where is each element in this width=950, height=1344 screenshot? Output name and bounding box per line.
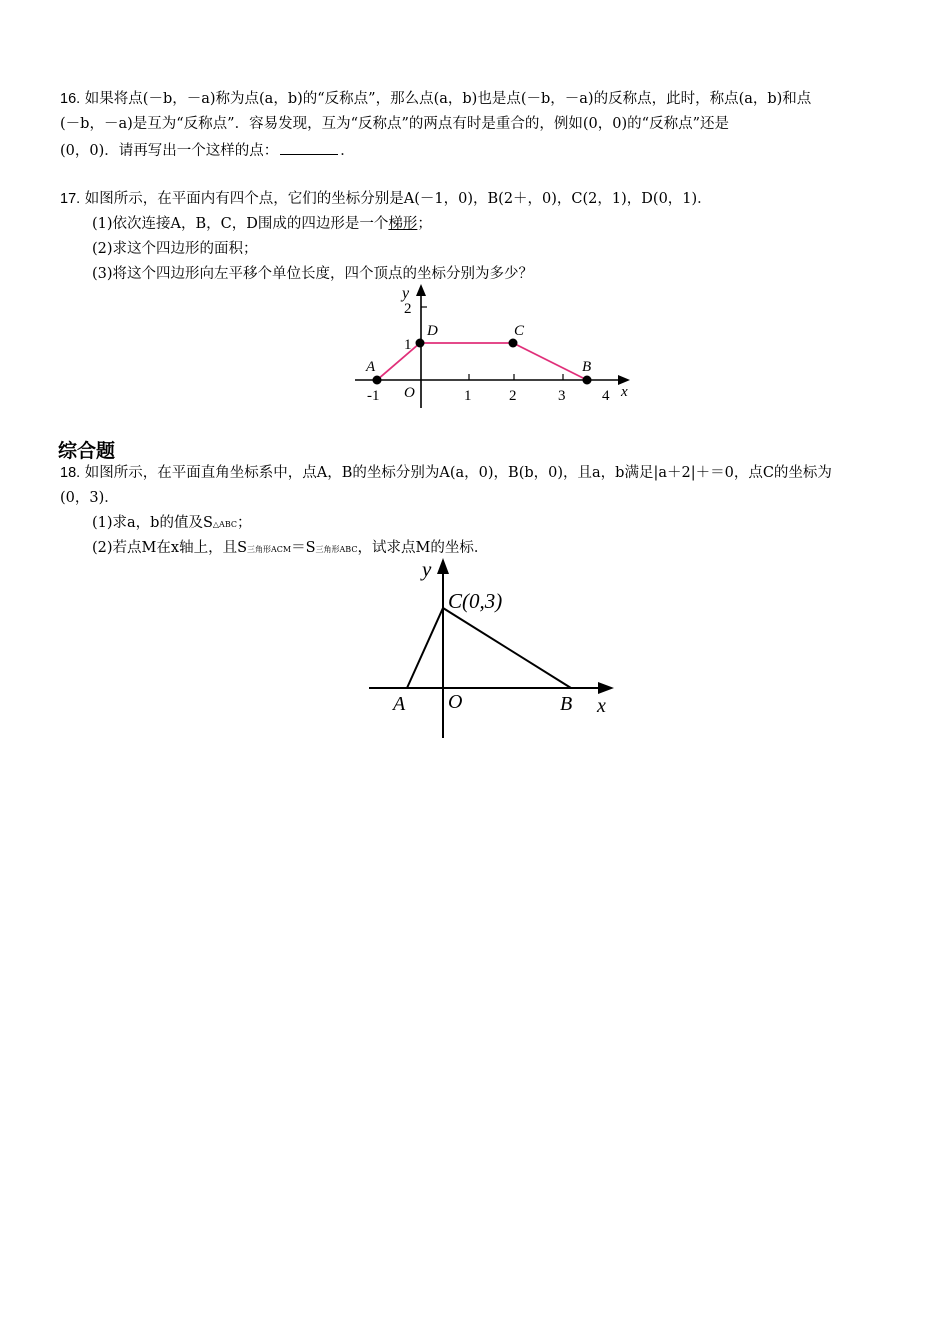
q16-line-1 [60, 89, 811, 109]
q17-label-c: C [514, 323, 525, 339]
q17-point-b [583, 376, 592, 385]
q17-x-tick-label-3: 3 [558, 388, 566, 404]
q17-point-a [373, 376, 382, 385]
q17-x-label: x [621, 384, 628, 400]
q17-label-b: B [582, 359, 592, 375]
q17-part-3-text: (3)将这个四边形向左平移个单位长度，四个顶点的坐标分别为多少？ [92, 266, 534, 282]
q17-part-1-end: ； [417, 216, 432, 232]
q18-b-label: B [560, 693, 573, 715]
q16-line-2 [60, 114, 729, 134]
q18-part-1 [92, 513, 251, 535]
q17-point-d [416, 339, 425, 348]
q17-x-tick-label-1: 1 [464, 388, 472, 404]
q18-part-2-end: ，试求点M的坐标． [357, 540, 489, 556]
q18-text-2: (0，3)． [60, 490, 119, 506]
q18-part-2-equals: ＝S [291, 540, 316, 556]
q17-intro-line [60, 189, 712, 209]
q16-text-1: 如果将点(－b，－a)称为点(a，b)的“反称点”，那么点(a，b)也是点(－b，－a)的反称点，此时，称点(a，b)和点 [84, 91, 812, 107]
q17-x-tick-label-4: 4 [602, 388, 610, 404]
q18-coordinate-figure [362, 556, 622, 741]
q17-y-tick-label-1: 1 [404, 337, 412, 353]
q18-part-1-end: ； [236, 515, 252, 531]
q18-c-label: C(0,3) [448, 589, 503, 613]
q17-point-c [509, 339, 518, 348]
section-title: 综合题 [58, 440, 116, 462]
q18-y-arrow-icon [437, 558, 449, 574]
q18-line-1 [60, 463, 832, 483]
q17-number: 17. [60, 191, 81, 207]
q17-x-tick-label-2: 2 [509, 388, 517, 404]
q17-y-label: y [402, 285, 410, 302]
q17-intro: 如图所示，在平面内有四个点，它们的坐标分别是A(－1，0)，B(2＋，0)，C(2，1)，D(0，1)． [84, 191, 712, 207]
q16-text-3: (0，0)．请再写出一个这样的点： [60, 143, 279, 159]
q16-number: 16. [60, 91, 81, 107]
q18-x-label: x [597, 695, 606, 717]
q17-part-2 [92, 239, 258, 259]
q17-part-1 [92, 214, 432, 234]
q17-label-a: A [366, 359, 376, 375]
q18-number: 18. [60, 465, 81, 481]
q18-line-2 [60, 488, 119, 508]
q18-part-2-text: (2)若点M在x轴上，且S [92, 540, 247, 556]
q17-origin-label: O [404, 385, 415, 401]
q18-part-2-subscript-1: 三角形ACM [247, 545, 292, 554]
q18-origin-label: O [448, 691, 463, 713]
q16-line-3 [60, 140, 355, 161]
q17-part-1-answer: 梯形 [388, 216, 418, 232]
q18-a-label: A [393, 693, 406, 715]
q16-answer-blank[interactable] [280, 140, 338, 155]
q16-text-2: (－b，－a)是互为“反称点”．容易发现，互为“反称点”的两点有时是重合的，例如(0，0)的“反称点”还是 [60, 116, 729, 132]
q18-x-arrow-icon [598, 682, 614, 694]
q17-part-3 [92, 264, 533, 284]
q18-part-1-text: (1)求a，b的值及S [92, 515, 213, 531]
q18-triangle [407, 608, 571, 688]
q17-part-2-text: (2)求这个四边形的面积； [92, 241, 258, 257]
q18-part-2-subscript-2: 三角形ABC [315, 545, 358, 554]
q17-y-arrow-icon [416, 284, 426, 296]
q17-coordinate-figure [350, 282, 640, 412]
q17-y-tick-label-2: 2 [404, 301, 412, 317]
q18-text-1: 如图所示，在平面直角坐标系中，点A，B的坐标分别为A(a，0)，B(b，0)，且a，b满足|a＋2|＋＝0，点C的坐标为 [84, 465, 832, 481]
q17-label-d: D [427, 323, 438, 339]
q17-x-tick-label-neg1: -1 [367, 388, 380, 404]
q18-part-1-subscript: △ABC [212, 520, 237, 529]
q16-text-3-end: ． [340, 143, 355, 159]
q18-y-label: y [422, 557, 432, 581]
q17-part-1-text: (1)依次连接A，B，C，D围成的四边形是一个 [92, 216, 389, 232]
